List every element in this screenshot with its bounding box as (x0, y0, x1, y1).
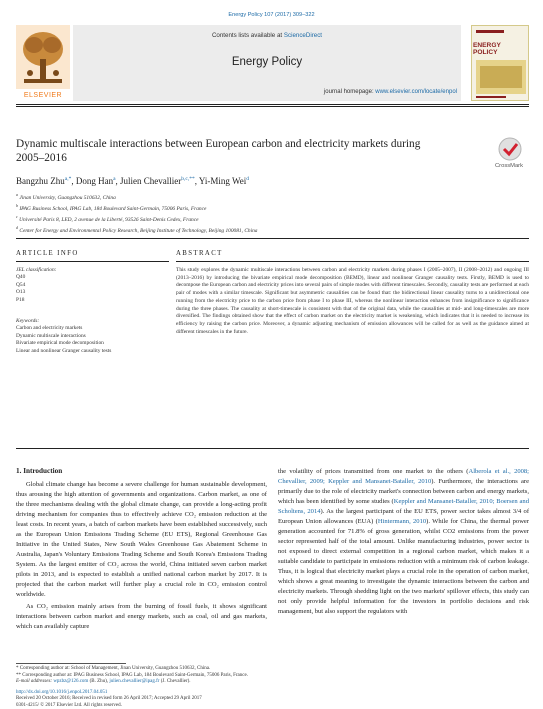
journal-cover[interactable] (471, 25, 529, 101)
article-meta (16, 690, 529, 709)
contents-line (73, 32, 461, 39)
keywords (16, 318, 169, 355)
body-text: the volatility of prices transmitted from one market to the others ( (278, 468, 469, 475)
body-paragraph: Global climate change has become a severe challenge for human sustainable development, thus arousing the high attention of governments and organizations. Carbon market, as one of the three mechanisms dealing with the global climate change, can provide a long-acting profit driving mechanism for companies thus to effectively achieve CO₂ emission reduction at the least costs. In recent years, a batch of carbon markets have been established successively, such as the European Union Emissions Trading Scheme (EU ETS), Regional Greenhouse Gas Initiative in the United States, New South Wales Greenhouse Gas Abatement Scheme in Australia, Japan's Voluntary Emissions Trading Scheme and South Korea's Emissions Trading System. As the largest emitter of CO₂ across the world, China initiated seven carbon market pilots in 2013, and is expected to establish a unified national carbon market by 2017. It is projected that the carbon market will further play a crucial role in CO₂ emission control worldwide. (16, 481, 267, 598)
citation-link[interactable]: Hintermann, 2010 (377, 518, 427, 525)
article-info-rule (16, 261, 169, 262)
affiliation-item: $^c$ Université Paris 8, LED, 2 avenue de la Liberté, 93526 Saint-Denis Cedex, France (16, 214, 199, 223)
body-text: ). While for China, the thermal power generation accounted for 71.8% of gross generation, whilst CO2 emissions from the power sector represented half of the total amount. Unlike manufacturing industries, power sector is not exposed to direct external competition in a regional carbon market, which makes it a suitable candidate to participate in emissions reduction with a minimum risk of carbon leakage. Thus, it is logical that electricity market plays a crucial role in the operation of carbon market, which shows a great meaning to investigate the dynamic interactions between the carbon and electricity markets. Through shedding light on the two markets' spillover effects, this study can not only provide helpful information for the investors in portfolio decisions and risk management, but also support the regulators with (278, 518, 530, 615)
affiliation-item: $^b$ IPAG Business School, IPAG Lab, 184 Boulevard Saint-Germain, 75006 Paris, France (16, 203, 207, 212)
body-paragraph: As CO₂ emission mainly arises from the burning of fossil fuels, it shows significant interactions between carbon market and energy markets, such as coal, oil and gas markets, which can availably capture (16, 603, 267, 630)
footnote-emails (16, 679, 529, 686)
cover-art (472, 26, 530, 102)
author-affiliation-mark[interactable]: d (246, 176, 250, 182)
email-link[interactable]: julien.chevallier@ipag.fr (109, 679, 160, 685)
jel-code: P18 (16, 296, 25, 303)
abstract-bottom-rule (16, 448, 529, 449)
keywords-label: Keywords: (16, 318, 40, 324)
affiliation-item: $^d$ Center for Energy and Environmental Policy Research, Beijing Institute of Technology, Beijing 100081, China (16, 225, 258, 235)
body-column-left (16, 480, 267, 634)
abstract-text: This study explores the dynamic multiscale interactions between carbon and electricity markets during phases I (2005–2007), II (2008–2012) and ongoing III (2013–2016) by introducing the bivariate empirical mode decomposition (BEMD), linear and nonlinear Granger causality tests. Firstly, BEMD is used to decompose the European carbon and electricity prices into several pairs of simple modes with different timescales. Secondly, causality tests are performed at each pair of modes with a similar timescale. Significant but asymmetric causalities can be found that: the bidirectional linear causality turns to a unidirectional one running from the electricity price to the carbon price from phase I to phase III, whereas the nonlinear interaction enhances from insignificance to significance during the three phases. The causality at short-timescale is consistent with that of the original data, while the causalities at mid- and long-timescales are more diversified. The findings obtained show that the effect of carbon market on the electricity market is weakening, which indicates that it is needed to increase its efficiency by raising the carbon price. Moreover, a dynamic adjusting mechanism of emission allowances will be called for as well as the guidance aimed at different timescales in the future. (176, 267, 529, 335)
elsevier-tree-logo (16, 25, 70, 101)
contents-prefix: Contents lists available at (211, 32, 283, 39)
citation-link[interactable]: Alberola et al., 2008; Chevallier, 2009; Keppler and Mansanet-Bataller, 2010 (278, 468, 530, 485)
homepage-line (150, 89, 461, 95)
jel-code: Q54 (16, 281, 26, 288)
keyword-item: Linear and nonlinear Granger causality tests (16, 347, 112, 354)
article-title: Dynamic multiscale interactions between European carbon and electricity markets during 2005–2016 (16, 138, 421, 164)
author-name[interactable]: Yi-Ming Wei (198, 176, 247, 186)
author-affiliation-mark[interactable]: a (113, 176, 116, 182)
doi-link[interactable]: http://dx.doi.org/10.1016/j.enpol.2017.04.051 (16, 690, 108, 695)
footnote-rule (16, 663, 126, 664)
footnote-corresponding-2: ** Corresponding author at: IPAG Business School, IPAG Lab, 184 Boulevard Saint-Germain, 75006 Paris, France. (16, 672, 248, 678)
sciencedirect-link[interactable]: ScienceDirect (283, 32, 323, 39)
crossmark-label[interactable]: CrossMark (494, 163, 524, 169)
body-text: ). Furthermore, the interactions are primarily due to the role of electricity market's connection between carbon and energy markets, which has been identified by some studies ( (278, 478, 529, 505)
article-info-heading: ARTICLE INFO (16, 250, 79, 257)
homepage-prefix: journal homepage: (323, 89, 374, 95)
author-affiliation-mark[interactable]: a,* (64, 176, 72, 182)
jel-label: JEL classification: (16, 267, 57, 273)
keyword-item: Carbon and electricity markets (16, 325, 83, 332)
keyword-item: Dynamic multiscale interactions (16, 332, 86, 339)
affiliation-list (16, 191, 529, 235)
elsevier-wordmark: ELSEVIER (23, 92, 63, 99)
email-label: E-mail addresses: (16, 679, 53, 685)
received-dates: Received 20 October 2016; Received in revised form 26 April 2017; Accepted 29 April 2017 (16, 696, 202, 702)
abstract-heading: ABSTRACT (176, 250, 223, 257)
jel-classification (16, 267, 169, 304)
section-heading-introduction: 1. Introduction (16, 467, 63, 475)
header-divider-thin (16, 106, 529, 107)
footnotes (16, 666, 529, 686)
author-affiliation-mark[interactable]: b,c,** (181, 176, 195, 182)
copyright: 0301-4215/ © 2017 Elsevier Ltd. All rights reserved. (16, 702, 122, 708)
jel-code: O13 (16, 289, 26, 296)
jel-code: Q40 (16, 274, 26, 281)
author-name[interactable]: Dong Han (75, 176, 114, 186)
header-divider (16, 104, 529, 105)
footnote-corresponding-1: * Corresponding author at: School of Management, Jinan University, Guangzhou 510632, China. (16, 666, 211, 671)
affiliation-divider (16, 238, 529, 239)
body-text: ). As the largest participant of the EU ETS, power sector takes almost 3/4 of European Union allowances (EUA) ( (278, 508, 529, 525)
journal-name[interactable]: Energy Policy (231, 56, 303, 68)
citation-link[interactable]: Keppler and Mansanet-Bataller, 2010; Boersen and Scholtens, 2014 (278, 498, 529, 515)
homepage-link[interactable]: www.elsevier.com/locate/enpol (375, 89, 457, 95)
email-owner: (J. Chevallier). (160, 679, 191, 685)
author-name[interactable]: Julien Chevallier (120, 176, 182, 186)
affiliation-item: $^a$ Jinan University, Guangzhou 510632, China (16, 192, 116, 201)
cover-title: ENERGY POLICY (473, 42, 501, 56)
body-column-right (278, 467, 529, 617)
author-name[interactable]: Bangzhu Zhu (16, 176, 65, 186)
journal-citation[interactable]: Energy Policy 107 (2017) 309–322 (228, 12, 315, 18)
author-list: Bangzhu Zhu$^{a,*}$, Dong Han$^a$, Julien Chevallier$^{b,c,**}$, Yi-Ming Wei$^d$ (16, 176, 250, 186)
email-owner: (B. Zhu), (89, 679, 109, 685)
keyword-item: Bivariate empirical mode decomposition (16, 340, 104, 347)
abstract-rule (176, 261, 529, 262)
email-link[interactable]: wpzbz@126.com (53, 679, 89, 685)
